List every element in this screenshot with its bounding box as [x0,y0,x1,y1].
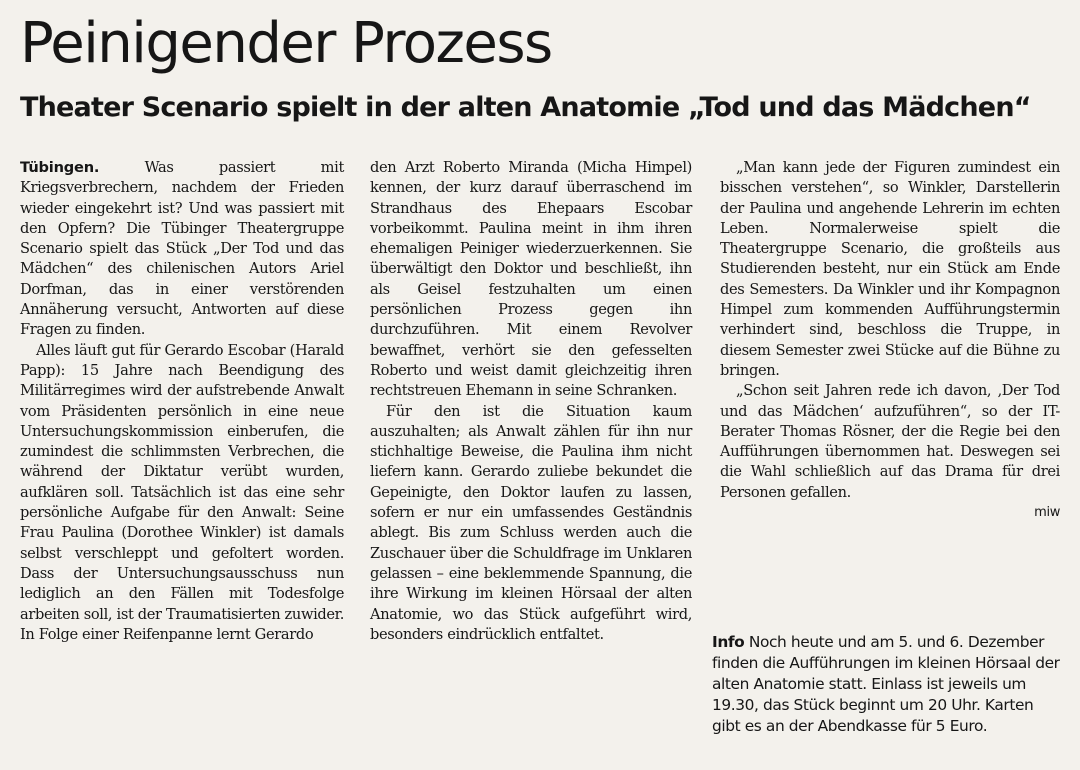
info-label: Info [712,633,745,651]
paragraph-quote-winkler: „Man kann jede der Figuren zumindest ein bisschen verstehen“, so Winkler, Darstellerin der Paulina und angehende Lehrerin im echten Leben. Normalerweise spielt die Theatergruppe Scenario, die großteils aus Studierenden besteht, nur ein Stück am Ende des Semesters. Da Winkler und ihr Kompagnon Himpel zum kommenden Aufführungstermin verhindert sind, beschloss die Truppe, in diesem Semester zwei Stücke auf die Bühne zu bringen. [720,159,1060,379]
article-column-2 [370,158,692,645]
article-column-1 [20,158,344,645]
paragraph-plot-start: Alles läuft gut für Gerardo Escobar (Harald Papp): 15 Jahre nach Beendigung des Militärregimes wird der aufstrebende Anwalt vom Präsidenten persönlich in eine neue Untersuchungskommission einberufen, die zumindest die schlimmsten Verbrechen, die während der Diktatur verübt wurden, aufklären soll. Tatsächlich ist das eine sehr persönliche Aufgabe für den Anwalt: Seine Frau Paulina (Dorothee Winkler) ist damals selbst verschleppt und gefoltert worden. Dass der Untersuchungsausschuss nun lediglich an den Fällen mit Todesfolge arbeiten soll, ist der Traumatisierten zuwider. In Folge einer Reifenpanne lernt Gerardo [20,341,344,643]
info-box [712,632,1064,737]
subheadline: Theater Scenario spielt in der alten Anatomie „Tod und das Mädchen“ [20,92,1031,123]
dateline: Tübingen. [20,159,100,176]
paragraph-plot-continued: den Arzt Roberto Miranda (Micha Himpel) kennen, der kurz darauf überraschend im Strandhaus des Ehepaars Escobar vorbeikommt. Paulina meint in ihm ihren ehemaligen Peiniger wiederzuerkennen. Sie überwältigt den Doktor und beschließt, ihn als Geisel festzuhalten um einen persönlichen Prozess gegen ihn durchzuführen. Mit einem Revolver bewaffnet, verhört sie den gefesselten Roberto und weist damit gleichzeitig ihren rechtstreuen Ehemann in seine Schranken. [370,159,692,400]
author-signature: miw [1034,505,1060,521]
paragraph-intro-text: Was passiert mit Kriegsverbrechern, nachdem der Frieden wieder eingekehrt ist? Und was passiert mit den Opfern? Die Tübinger Theatergruppe Scenario spielt das Stück „Der Tod und das Mädchen“ des chilenischen Autors Ariel Dorfman, das in einer verstörenden Annäherung versucht, Antworten auf diese Fragen zu finden. [20,159,344,339]
info-text: Noch heute und am 5. und 6. Dezember finden die Aufführungen im kleinen Hörsaal der alten Anatomie statt. Einlass ist jeweils um 19.30, das Stück beginnt um 20 Uhr. Karten gibt es an der Abendkasse für 5 Euro. [712,633,1060,735]
paragraph-quote-roesner: „Schon seit Jahren rede ich davon, ‚Der Tod und das Mädchen‘ aufzuführen“, so der IT-Berater Thomas Rösner, der die Regie bei den Aufführungen übernommen hat. Deswegen sei die Wahl schließlich auf das Drama für drei Personen gefallen. [720,382,1060,501]
headline: Peinigender Prozess [20,11,552,76]
article-column-3 [720,158,1060,523]
paragraph-tension: Für den ist die Situation kaum auszuhalten; als Anwalt zählen für ihn nur stichhaltige Beweise, die Paulina ihm nicht liefern kann. Gerardo zuliebe bekundet die Gepeinigte, den Doktor laufen zu lassen, sofern er nur ein umfassendes Geständnis ablegt. Bis zum Schluss werden auch die Zuschauer über die Schuldfrage im Unklaren gelassen – eine beklemmende Spannung, die ihre Wirkung im kleinen Hörsaal der alten Anatomie, wo das Stück aufgeführt wird, besonders eindrücklich entfaltet. [370,402,692,643]
paragraph-intro [20,158,344,341]
